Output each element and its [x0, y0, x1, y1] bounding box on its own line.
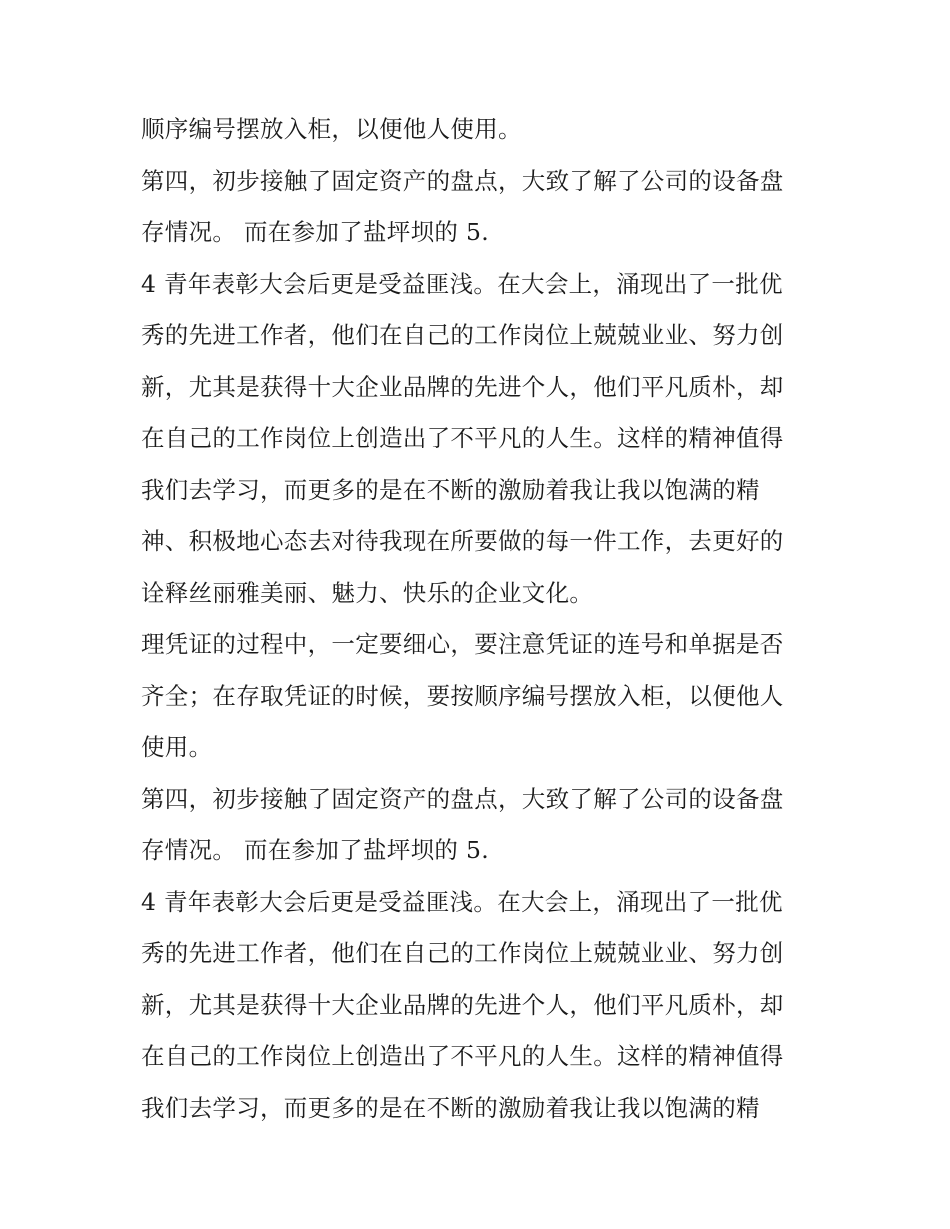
text-line: 第四，初步接触了固定资产的盘点，大致了解了公司的设备盘 [141, 784, 784, 813]
text-line: 理凭证的过程中，一定要细心，要注意凭证的连号和单据是否 [141, 630, 784, 658]
text-line: 使用。 [141, 733, 213, 761]
text-line: 顺序编号摆放入柜，以便他人使用。 [141, 115, 522, 143]
text-line: 新，尤其是获得十大企业品牌的先进个人，他们平凡质朴，却 [141, 990, 784, 1019]
text-line: 秀的先进工作者，他们在自己的工作岗位上兢兢业业、努力创 [141, 321, 784, 349]
text-line: 秀的先进工作者，他们在自己的工作岗位上兢兢业业、努力创 [141, 939, 784, 967]
text-line: 存情况。 而在参加了盐坪坝的 5. [141, 218, 489, 246]
text-line: 齐全；在存取凭证的时候，要按顺序编号摆放入柜，以便他人 [141, 681, 784, 710]
text-line: 存情况。 而在参加了盐坪坝的 5. [141, 836, 489, 864]
text-line: 4 青年表彰大会后更是受益匪浅。在大会上，涌现出了一批优 [141, 887, 783, 916]
document-body [141, 104, 821, 1134]
text-line: 诠释丝丽雅美丽、魅力、快乐的企业文化。 [141, 578, 594, 607]
text-line: 在自己的工作岗位上创造出了不平凡的人生。这样的精神值得 [141, 424, 784, 452]
text-line: 新，尤其是获得十大企业品牌的先进个人，他们平凡质朴，却 [141, 372, 784, 401]
text-line: 我们去学习，而更多的是在不断的激励着我让我以饱满的精 [141, 475, 760, 504]
text-line: 在自己的工作岗位上创造出了不平凡的人生。这样的精神值得 [141, 1042, 784, 1070]
text-line: 第四，初步接触了固定资产的盘点，大致了解了公司的设备盘 [141, 166, 784, 195]
text-line: 神、积极地心态去对待我现在所要做的每一件工作，去更好的 [141, 527, 784, 555]
text-line: 我们去学习，而更多的是在不断的激励着我让我以饱满的精 [141, 1093, 760, 1122]
text-line: 4 青年表彰大会后更是受益匪浅。在大会上，涌现出了一批优 [141, 269, 783, 298]
